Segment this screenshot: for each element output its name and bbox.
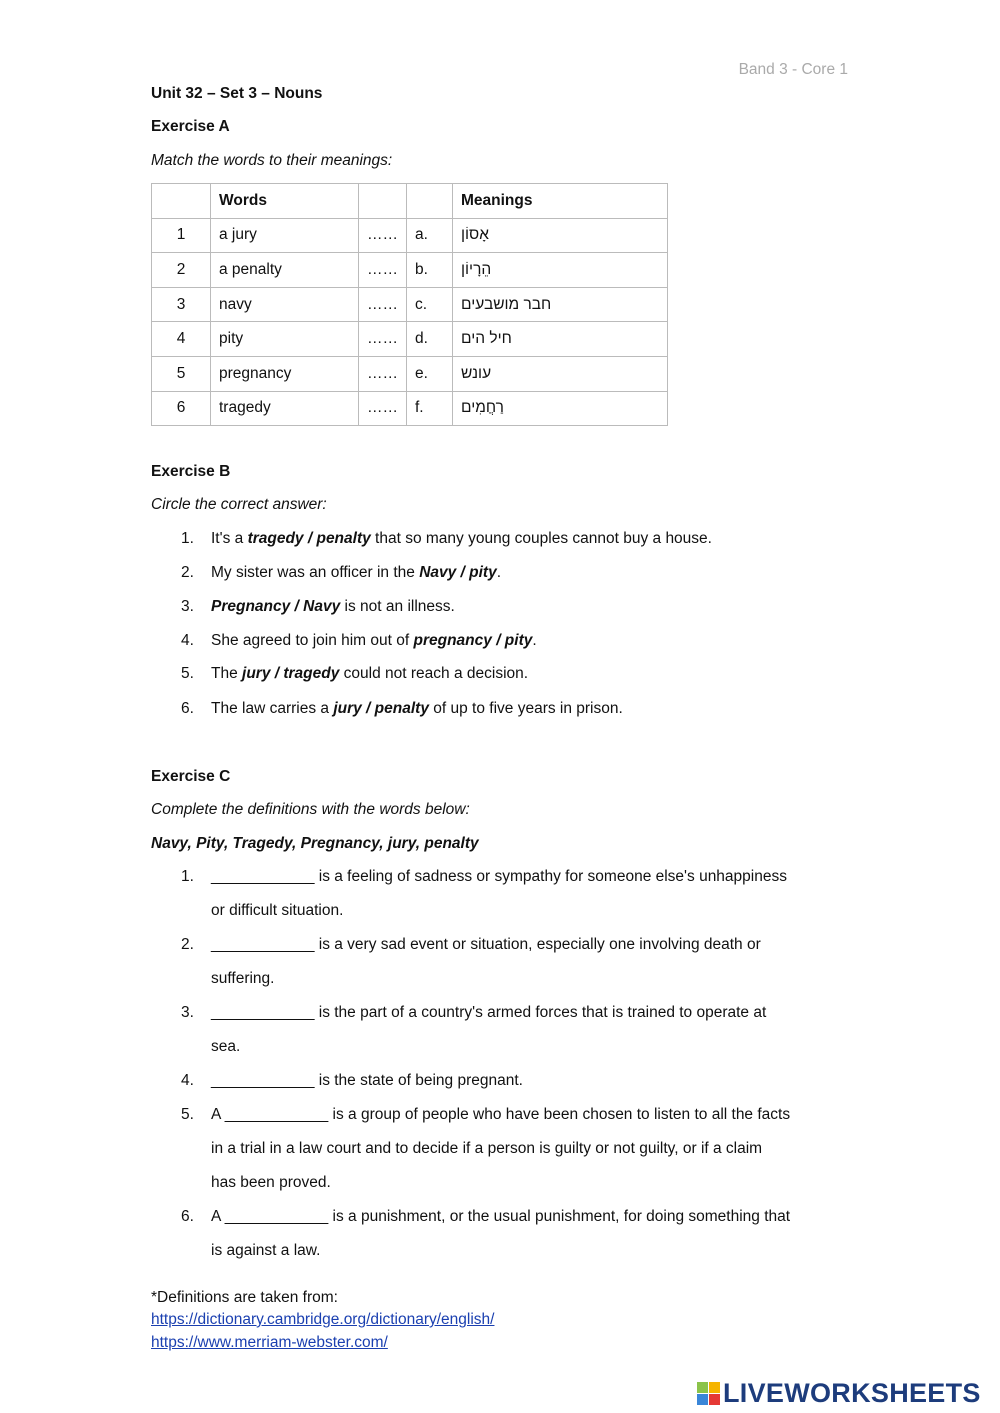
logo-text: LIVEWORKSHEETS [723,1378,981,1408]
meaning-cell: רַחֲמִים [453,391,668,426]
answer-blank[interactable]: …… [359,287,407,322]
item-number: 6. [181,1208,194,1225]
sentence-before: She agreed to join him out of [211,632,414,649]
row-number: 4 [152,322,211,357]
definition-line: A ____________ is a group of people who have been chosen to listen to all the facts [211,1106,791,1123]
answer-choice[interactable]: Navy / pity [419,564,497,581]
word-cell: tragedy [211,391,359,426]
item-number: 5. [181,1106,194,1123]
meaning-cell: אָסוֹן [453,218,668,253]
sentence-after: could not reach a decision. [339,665,529,682]
answer-choice[interactable]: jury / penalty [333,700,429,717]
meanings-header: Meanings [453,184,668,219]
row-number: 3 [152,287,211,322]
definition-line: ____________ is the state of being pregnant. [211,1072,523,1089]
exercise-c-instruction: Complete the definitions with the words below: [151,801,470,818]
merriam-webster-link[interactable]: https://www.merriam-webster.com/ [151,1334,388,1351]
definition-line: or difficult situation. [211,902,344,919]
sentence [211,664,528,684]
footer-note: *Definitions are taken from: [151,1289,338,1306]
definition-line: ____________ is a feeling of sadness or sympathy for someone else's unhappiness [211,868,787,885]
item-number: 4. [181,1072,194,1089]
definition-line: sea. [211,1038,241,1055]
letter-cell: a. [407,218,453,253]
letter-cell: b. [407,253,453,288]
sentence-after: . [496,564,502,581]
table-row [152,356,668,391]
answer-blank[interactable]: …… [359,253,407,288]
exercise-b-heading: Exercise B [151,463,231,480]
answer-blank[interactable]: …… [359,322,407,357]
definition-line: ____________ is a very sad event or situation, especially one involving death or [211,936,761,953]
meaning-cell: עונש [453,356,668,391]
definition-line: A ____________ is a punishment, or the usual punishment, for doing something that [211,1208,791,1225]
exercise-b-instruction: Circle the correct answer: [151,496,327,513]
sentence [211,699,623,719]
answer-choice[interactable]: jury / tragedy [242,665,340,682]
letter-cell: f. [407,391,453,426]
letter-cell: e. [407,356,453,391]
answer-blank[interactable]: …… [359,391,407,426]
table-row [152,287,668,322]
letter-cell: c. [407,287,453,322]
definition-line: has been proved. [211,1174,331,1191]
table-row [152,322,668,357]
sentence-before: My sister was an officer in the [211,564,420,581]
table-row [152,253,668,288]
answer-choice[interactable]: Pregnancy / Navy [211,598,341,615]
row-number: 5 [152,356,211,391]
definition-line: suffering. [211,970,275,987]
answer-blank[interactable]: …… [359,218,407,253]
table-row [152,391,668,426]
sentence [211,563,501,583]
sentence [211,631,537,651]
item-number: 5. [181,665,194,682]
sentence-after: . [532,632,537,649]
word-bank: Navy, Pity, Tragedy, Pregnancy, jury, penalty [151,835,479,852]
exercise-c-heading: Exercise C [151,768,231,785]
letter-cell: d. [407,322,453,357]
word-cell: a jury [211,218,359,253]
table-row [152,218,668,253]
item-number: 3. [181,1004,194,1021]
meaning-cell: חיל הים [453,322,668,357]
definition-line: is against a law. [211,1242,321,1259]
sentence [211,529,712,549]
item-number: 1. [181,868,194,885]
logo-tiles-icon [697,1382,720,1405]
sentence-after: of up to five years in prison. [428,700,623,717]
word-cell: pity [211,322,359,357]
row-number: 2 [152,253,211,288]
sentence-before: The law carries a [211,700,334,717]
item-number: 4. [181,632,194,649]
liveworksheets-logo [697,1378,981,1409]
table-header-row [152,184,668,219]
sentence-after: is not an illness. [340,598,455,615]
row-number: 1 [152,218,211,253]
sentence [211,597,455,617]
word-cell: a penalty [211,253,359,288]
definition-line: in a trial in a law court and to decide if a person is guilty or not guilty, or if a claim [211,1140,763,1157]
answer-blank[interactable]: …… [359,356,407,391]
sentence-after: that so many young couples cannot buy a house. [370,530,712,547]
item-number: 1. [181,530,194,547]
meaning-cell: חבר מושבעים [453,287,668,322]
item-number: 3. [181,598,194,615]
exercise-a-instruction: Match the words to their meanings: [151,152,393,169]
sentence-before: It's a [211,530,248,547]
item-number: 6. [181,700,194,717]
page-title: Unit 32 – Set 3 – Nouns [151,85,323,102]
matching-table [151,183,668,426]
cambridge-link[interactable]: https://dictionary.cambridge.org/dictionary/english/ [151,1311,495,1328]
answer-choice[interactable]: pregnancy / pity [413,632,533,649]
answer-choice[interactable]: tragedy / penalty [247,530,371,547]
item-number: 2. [181,564,194,581]
word-cell: pregnancy [211,356,359,391]
word-cell: navy [211,287,359,322]
exercise-a-heading: Exercise A [151,118,230,135]
row-number: 6 [152,391,211,426]
definition-line: ____________ is the part of a country's armed forces that is trained to operate at [211,1004,767,1021]
sentence-before: The [211,665,243,682]
page-header: Band 3 - Core 1 [738,61,848,78]
meaning-cell: הֵרָיוֹן [453,253,668,288]
item-number: 2. [181,936,194,953]
words-header: Words [211,184,359,219]
